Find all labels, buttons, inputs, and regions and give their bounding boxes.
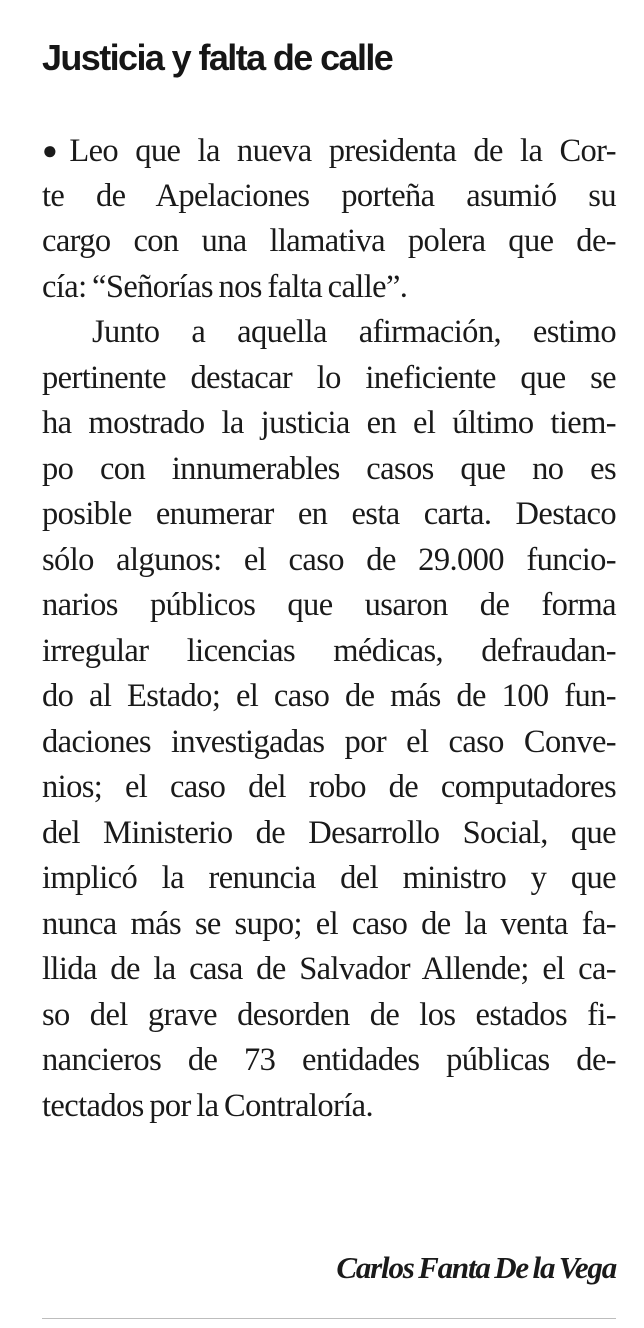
body-line: irregular licencias médicas, defraudan-	[42, 632, 616, 669]
body-line: nunca más se supo; el caso de la venta fa-	[42, 905, 616, 942]
body-line: do al Estado; el caso de más de 100 fun-	[42, 678, 616, 714]
body-line: sólo algunos: el caso de 29.000 funcio-	[42, 541, 616, 578]
body-line: po con innumerables casos que no es	[42, 450, 616, 487]
body-line: nancieros de 73 entidades públicas de-	[42, 1042, 616, 1078]
body-line: narios públicos que usaron de forma	[42, 587, 616, 623]
letter-signature: Carlos Fanta De la Vega	[336, 1250, 616, 1285]
body-line: del Ministerio de Desarrollo Social, que	[42, 814, 616, 851]
body-line: ha mostrado la justicia en el último tiem-	[42, 405, 616, 441]
body-line: te de Apelaciones porteña asumió su	[42, 177, 616, 214]
body-line: implicó la renuncia del ministro y que	[42, 860, 616, 896]
body-line: cargo con una llamativa polera que de-	[42, 223, 616, 259]
body-line: daciones investigadas por el caso Conve-	[42, 723, 616, 760]
letter-to-editor	[42, 36, 616, 1129]
body-line: nios; el caso del robo de computadores	[42, 769, 616, 805]
body-line	[42, 128, 616, 174]
body-line: llida de la casa de Salvador Allende; el ca-	[42, 951, 616, 987]
body-line: Junto a aquella afirmación, estimo	[92, 314, 616, 350]
body-line: so del grave desorden de los estados fi-	[42, 996, 616, 1033]
letter-body	[42, 128, 616, 1129]
body-line-text: Leo que la nueva presidenta de la Cor-	[69, 133, 616, 169]
body-line: tectados por la Contraloría.	[42, 1087, 373, 1124]
letter-title: Justicia y falta de calle	[42, 37, 393, 78]
bottom-divider	[42, 1318, 616, 1319]
bullet-icon: ●	[42, 136, 70, 165]
body-line: cía: “Señorías nos falta calle”.	[42, 268, 408, 305]
body-line: pertinente destacar lo ineficiente que se	[42, 359, 616, 396]
body-line: posible enumerar en esta carta. Destaco	[42, 496, 616, 532]
